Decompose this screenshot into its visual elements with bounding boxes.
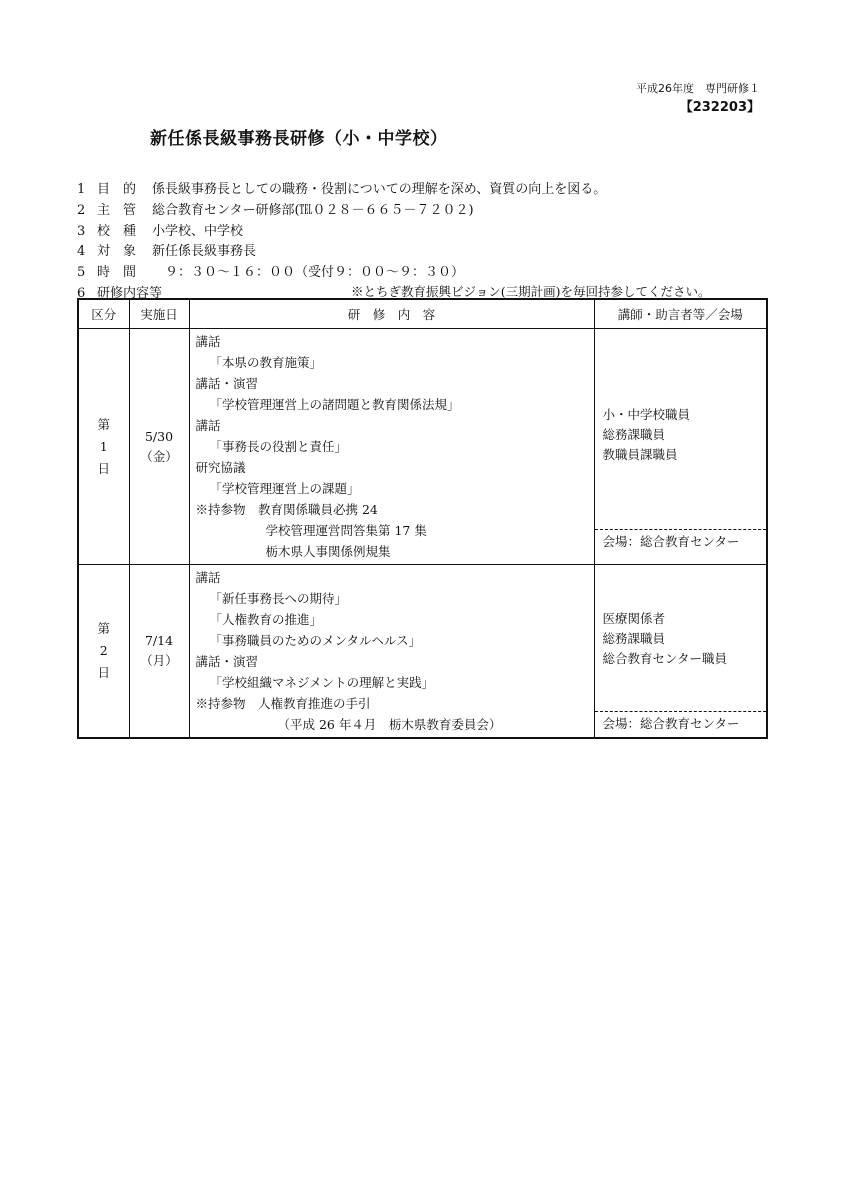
- info-item-school-type: [77, 220, 243, 239]
- info-label: 主 管: [97, 203, 137, 218]
- venue-label: 会場：総合教育センター: [595, 529, 767, 553]
- content-line: 「人権教育の推進」: [209, 612, 323, 627]
- instructor-item: 小・中学校職員: [602, 407, 691, 422]
- day-char: 第: [97, 416, 110, 432]
- date-cell: [129, 565, 189, 739]
- table-header-row: [78, 299, 767, 329]
- day-char: 日: [97, 460, 110, 476]
- content-line: 学校管理運営問答集第 17 集: [265, 523, 427, 538]
- info-text: 小学校、中学校: [152, 224, 244, 239]
- info-note: ※とちぎ教育振興ビジョン(三期計画)を毎回持参してください。: [351, 284, 711, 299]
- year-label: 平成26年度 専門研修１: [636, 82, 760, 95]
- content-line: 栃木県人事関係例規集: [265, 544, 391, 559]
- content-line: 「事務職員のためのメンタルヘルス」: [209, 633, 422, 648]
- content-line: 講話: [195, 334, 221, 349]
- info-label: 対 象: [97, 244, 137, 259]
- info-text: 総合教育センター研修部(℡０２８－６６５－７２０２): [152, 203, 474, 218]
- content-line: 研究協議: [195, 460, 246, 475]
- page-title: 新任係長級事務長研修（小・中学校）: [150, 129, 448, 149]
- info-item-organizer: [77, 199, 474, 218]
- weekday-text: （月）: [140, 653, 178, 668]
- instructor-cell: [594, 329, 767, 565]
- instructor-item: 教職員課職員: [602, 447, 678, 462]
- info-label: 校 種: [97, 224, 137, 239]
- content-cell: [189, 565, 594, 739]
- content-line: 講話: [195, 418, 221, 433]
- info-item-target: [77, 240, 256, 259]
- venue-label: 会場：総合教育センター: [595, 711, 767, 735]
- info-number: 1: [77, 182, 86, 197]
- date-text: 7/14: [144, 633, 174, 648]
- header-category: 区分: [78, 299, 129, 329]
- content-line: ※持参物 人権教育推進の手引: [195, 696, 371, 711]
- day-cell: [78, 329, 129, 565]
- content-cell: [189, 329, 594, 565]
- info-number: 2: [77, 203, 86, 218]
- info-label: 目 的: [97, 182, 137, 197]
- table-row: [78, 329, 767, 565]
- content-line: 「学校管理運営上の課題」: [209, 481, 360, 496]
- day-number: 1: [99, 438, 108, 454]
- header-content: 研 修 内 容: [189, 299, 594, 329]
- info-number: 6: [77, 286, 86, 301]
- weekday-text: （金）: [140, 448, 178, 464]
- info-label: 研修内容等: [97, 286, 163, 301]
- info-item-purpose: [77, 178, 606, 197]
- instructor-item: 総務課職員: [602, 427, 666, 442]
- content-line: 講話: [195, 570, 221, 585]
- content-line: 「学校管理運営上の諸問題と教育関係法規」: [209, 397, 460, 412]
- info-item-time: [77, 261, 464, 280]
- date-text: 5/30: [144, 428, 174, 444]
- info-text: 新任係長級事務長: [152, 244, 257, 259]
- info-label: 時 間: [97, 265, 137, 280]
- info-number: 4: [77, 244, 86, 259]
- header-instructor: 講師・助言者等／会場: [594, 299, 767, 329]
- info-text: 係長級事務長としての職務・役割についての理解を深め、資質の向上を図る。: [152, 182, 607, 197]
- header-date: 実施日: [129, 299, 189, 329]
- content-line: （平成 26 年４月 栃木県教育委員会）: [277, 717, 502, 732]
- content-line: 「新任事務長への期待」: [209, 591, 348, 606]
- course-code: 【232203】: [679, 100, 760, 115]
- content-line: 「本県の教育施策」: [209, 355, 323, 370]
- content-line: ※持参物 教育関係職員必携 24: [195, 502, 378, 517]
- schedule-table: [77, 298, 768, 739]
- day-cell: [78, 565, 129, 739]
- content-line: 「学校組織マネジメントの理解と実践」: [209, 675, 435, 690]
- instructor-item: 医療関係者: [602, 611, 666, 626]
- table-row: [78, 565, 767, 739]
- content-line: 講話・演習: [195, 654, 259, 669]
- content-line: 講話・演習: [195, 376, 259, 391]
- info-text: ９：３０～１６：００（受付９：００～９：３０）: [152, 265, 465, 280]
- day-char: 第: [97, 621, 110, 636]
- day-number: 2: [99, 643, 108, 658]
- instructor-cell: [594, 565, 767, 739]
- instructor-item: 総務課職員: [602, 631, 666, 646]
- content-line: 「事務長の役割と責任」: [209, 439, 348, 454]
- date-cell: [129, 329, 189, 565]
- day-char: 日: [97, 665, 110, 680]
- info-number: 3: [77, 224, 86, 239]
- info-number: 5: [77, 265, 86, 280]
- instructor-item: 総合教育センター職員: [602, 651, 728, 666]
